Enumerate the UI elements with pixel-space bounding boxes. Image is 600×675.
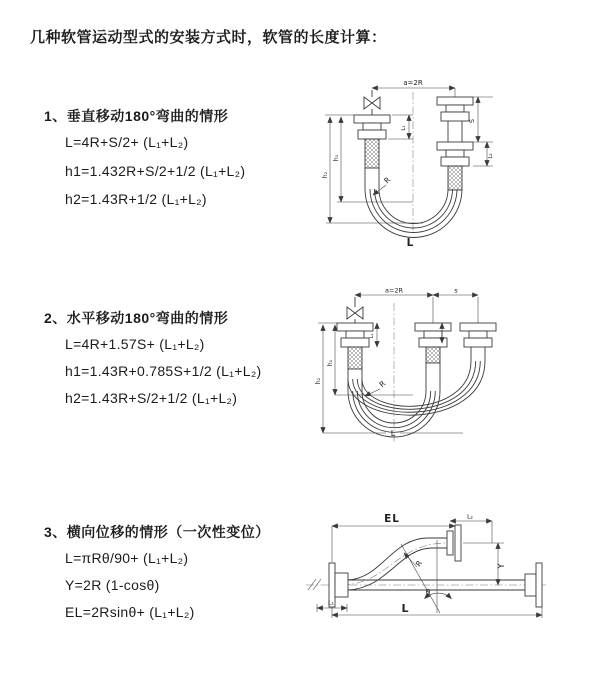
dim-label-h2: h₂ bbox=[315, 377, 322, 385]
dim-label-l1: L₁ bbox=[369, 333, 375, 339]
section3-formula-l: L=πRθ/90+ (L₁+L₂) bbox=[65, 550, 189, 566]
dimension-el bbox=[332, 513, 455, 562]
middle-end-fitting bbox=[415, 323, 451, 363]
dim-label-el: EL bbox=[384, 513, 400, 525]
dimension-y bbox=[463, 543, 507, 585]
diagram-horizontal-180-bend bbox=[306, 283, 541, 473]
section1-formula-h1: h1=1.432R+S/2+1/2 (L₁+L₂) bbox=[65, 163, 246, 179]
dim-label-h1: h₁ bbox=[333, 154, 340, 162]
diagram-vertical-180-bend bbox=[310, 68, 530, 258]
section3-formula-y: Y=2R (1-cosθ) bbox=[65, 577, 160, 593]
angle-construction bbox=[401, 540, 451, 613]
dim-label-h1: h₁ bbox=[327, 359, 334, 367]
radius-callout bbox=[373, 175, 392, 195]
section3-formula-el: EL=2Rsinθ+ (L₁+L₂) bbox=[65, 604, 195, 620]
section1-formula-l: L=4R+S/2+ (L₁+L₂) bbox=[65, 134, 189, 150]
section2-formula-h2: h2=1.43R+S/2+1/2 (L₁+L₂) bbox=[65, 390, 238, 406]
section2-formula-l: L=4R+1.57S+ (L₁+L₂) bbox=[65, 336, 205, 352]
left-end-fitting bbox=[337, 323, 373, 369]
page-title: 几种软管运动型式的安装方式时，软管的长度计算： bbox=[30, 29, 387, 46]
section1-heading: 1、垂直移动180°弯曲的情形 bbox=[44, 108, 229, 124]
dim-label-s: s bbox=[454, 286, 458, 295]
radius-label: R bbox=[413, 558, 425, 569]
dim-label-h2: h₂ bbox=[322, 171, 329, 179]
right-end-fitting bbox=[460, 323, 496, 361]
diagram-lateral-displacement bbox=[300, 500, 548, 650]
radius-label: R bbox=[377, 378, 388, 390]
dim-label-l1: L₁ bbox=[401, 125, 407, 131]
section1-formula-h2: h2=1.43R+1/2 (L₁+L₂) bbox=[65, 191, 207, 207]
dimension-width bbox=[372, 79, 455, 97]
section2-heading: 2、水平移动180°弯曲的情形 bbox=[44, 310, 229, 326]
valve-symbol bbox=[347, 297, 363, 323]
dim-label-l2: L₂ bbox=[467, 513, 473, 521]
pipe-break-mark bbox=[308, 579, 321, 590]
right-flange bbox=[525, 563, 542, 607]
dimension-s bbox=[468, 97, 494, 166]
valve-symbol bbox=[364, 90, 380, 115]
radius-callout bbox=[404, 553, 424, 568]
dimension-width bbox=[355, 287, 478, 324]
upper-flange bbox=[447, 525, 461, 561]
dimension-l1 bbox=[388, 115, 413, 139]
hose-u-bend bbox=[365, 168, 462, 238]
dim-label-s: S bbox=[468, 118, 476, 124]
section3-heading: 3、横向位移的情形（一次性变位） bbox=[44, 524, 270, 540]
length-label: L bbox=[390, 429, 396, 438]
dim-label-l1: L₁ bbox=[328, 599, 334, 607]
dim-label-a2r: a=2R bbox=[403, 79, 423, 87]
right-end-fitting bbox=[437, 97, 473, 190]
length-label: L bbox=[406, 237, 414, 249]
dim-label-y: Y bbox=[497, 563, 507, 569]
curved-hose-position2 bbox=[342, 538, 447, 590]
dim-label-a2r: a=2R bbox=[384, 286, 404, 295]
hose-u-bend-position2 bbox=[348, 361, 485, 415]
radius-label: R bbox=[382, 175, 393, 186]
theta-label: θ bbox=[425, 588, 431, 597]
left-end-fitting bbox=[354, 115, 390, 168]
dim-label-l2: L₂ bbox=[488, 153, 494, 159]
section2-formula-h1: h1=1.43R+0.785S+1/2 (L₁+L₂) bbox=[65, 363, 262, 379]
dim-label-l: L bbox=[401, 602, 409, 615]
